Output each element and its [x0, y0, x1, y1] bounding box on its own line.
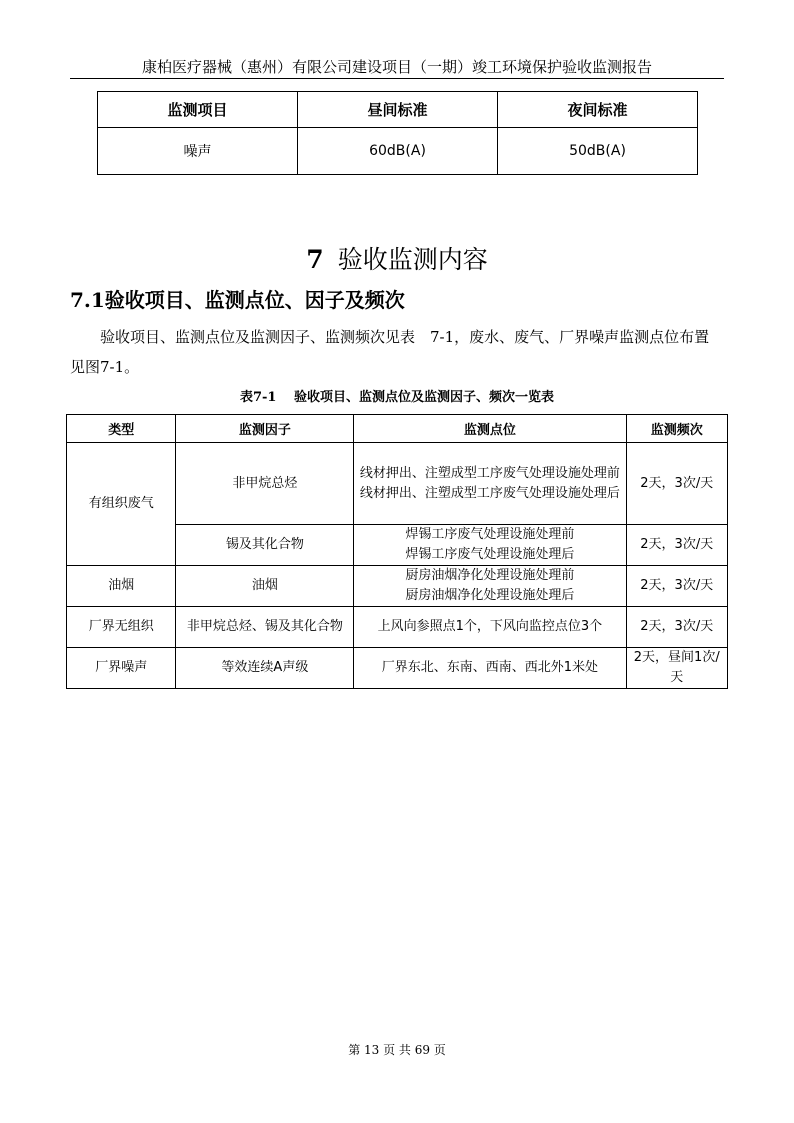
- points-cell: [354, 443, 626, 525]
- factor-cell: 非甲烷总烃、锡及其化合物: [176, 607, 354, 648]
- frequency-cell: 2天，3次/天: [626, 525, 727, 566]
- column-header: 监测项目: [98, 92, 298, 128]
- points-cell: [354, 648, 626, 689]
- points-cell: [354, 566, 626, 607]
- frequency-cell: 2天，3次/天: [626, 443, 727, 525]
- noise-standard-table: [97, 91, 698, 175]
- body-paragraph: 验收项目、监测点位及监测因子、监测频次见表 7-1，废水、废气、厂界噪声监测点位布置见图7-1。: [70, 328, 710, 376]
- table-header-row: [67, 415, 728, 443]
- column-header: 监测频次: [626, 415, 727, 443]
- factor-cell: 锡及其化合物: [176, 525, 354, 566]
- monitoring-items-table: [66, 414, 728, 689]
- type-cell: 油烟: [67, 566, 176, 607]
- table-caption: 表7-1 验收项目、监测点位及监测因子、频次一览表: [239, 390, 554, 405]
- table-row: [67, 607, 728, 648]
- point-line: 线材押出、注塑成型工序废气处理设施处理后: [359, 485, 620, 501]
- table-row: [67, 566, 728, 607]
- chapter-title: 验收监测内容: [337, 245, 488, 274]
- table-header-row: [98, 92, 698, 128]
- points-cell: [354, 525, 626, 566]
- frequency-cell: 2天，3次/天: [626, 607, 727, 648]
- section-heading: 7.1验收项目、监测点位、因子及频次: [70, 288, 405, 312]
- night-standard-cell: 50dB(A): [498, 128, 698, 175]
- points-cell: [354, 607, 626, 648]
- column-header: 类型: [67, 415, 176, 443]
- chapter-heading: [0, 240, 794, 280]
- page-number: 第 13 页 共 69 页: [348, 1043, 446, 1057]
- type-cell: 有组织废气: [67, 443, 176, 566]
- table-row: [98, 128, 698, 175]
- point-line: 焊锡工序废气处理设施处理前: [405, 527, 575, 542]
- report-header: 康柏医疗器械（惠州）有限公司建设项目（一期）竣工环境保护验收监测报告: [70, 56, 724, 79]
- table-row: [67, 648, 728, 689]
- point-line: 厂界东北、东南、西南、西北外1米处: [381, 660, 599, 675]
- point-line: 线材押出、注塑成型工序废气处理设施处理前: [359, 465, 620, 481]
- chapter-number: 7: [306, 245, 324, 274]
- type-cell: 厂界无组织: [67, 607, 176, 648]
- factor-cell: 等效连续A声级: [176, 648, 354, 689]
- factor-cell: 非甲烷总烃: [176, 443, 354, 525]
- column-header: 夜间标准: [498, 92, 698, 128]
- column-header: 监测因子: [176, 415, 354, 443]
- point-line: 上风向参照点1个，下风向监控点位3个: [377, 619, 603, 634]
- point-line: 焊锡工序废气处理设施处理后: [405, 547, 575, 562]
- type-cell: 厂界噪声: [67, 648, 176, 689]
- point-line: 厨房油烟净化处理设施处理前: [405, 568, 575, 583]
- frequency-cell: 2天，昼间1次/天: [626, 648, 727, 689]
- column-header: 监测点位: [354, 415, 626, 443]
- day-standard-cell: 60dB(A): [298, 128, 498, 175]
- item-cell: 噪声: [98, 128, 298, 175]
- frequency-cell: 2天，3次/天: [626, 566, 727, 607]
- point-line: 厨房油烟净化处理设施处理后: [405, 588, 575, 603]
- table-row: [67, 443, 728, 525]
- factor-cell: 油烟: [176, 566, 354, 607]
- column-header: 昼间标准: [298, 92, 498, 128]
